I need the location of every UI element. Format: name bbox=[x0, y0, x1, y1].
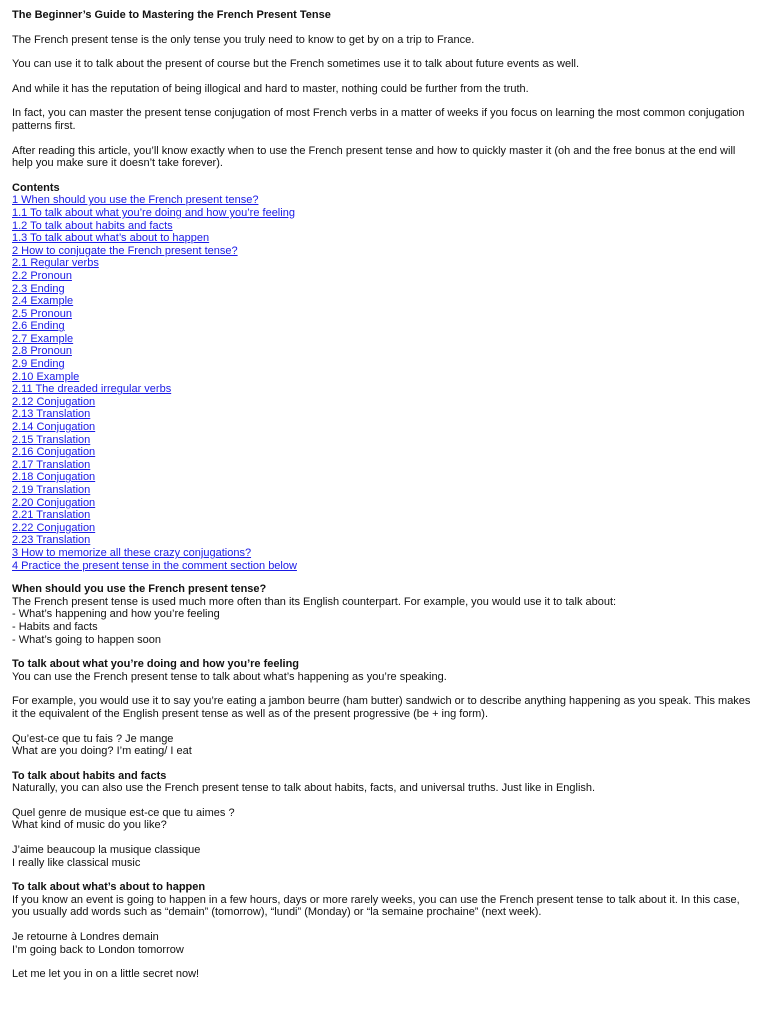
toc-item[interactable] bbox=[12, 547, 756, 560]
toc-link[interactable]: 2.19 Translation bbox=[12, 484, 91, 496]
toc-link[interactable]: 2.8 Pronoun bbox=[12, 345, 72, 358]
section-habits-example-2 bbox=[12, 844, 756, 869]
section-habits-heading: To talk about habits and facts bbox=[12, 769, 167, 782]
toc-item[interactable] bbox=[12, 484, 756, 497]
toc-item[interactable] bbox=[12, 434, 756, 447]
section-when-body bbox=[12, 596, 756, 646]
section-doing-paragraph-1: You can use the French present tense to talk about what’s happening as you’re speaking. bbox=[12, 670, 447, 683]
toc-link[interactable]: 3 How to memorize all these crazy conjugations? bbox=[12, 546, 252, 559]
section-when-line: - What’s going to happen soon bbox=[12, 633, 162, 646]
contents-heading: Contents bbox=[12, 181, 60, 194]
toc-item[interactable] bbox=[12, 358, 756, 371]
section-habits-paragraph-1: Naturally, you can also use the French present tense to talk about habits, facts, and universal truths. Just like in English. bbox=[12, 782, 596, 795]
document-title: The Beginner’s Guide to Mastering the French Present Tense bbox=[12, 9, 331, 21]
toc-item[interactable] bbox=[12, 396, 756, 409]
example-french: J’aime beaucoup la musique classique bbox=[12, 844, 201, 857]
example-english: What kind of music do you like? bbox=[12, 819, 167, 832]
section-when-line: - Habits and facts bbox=[12, 620, 98, 633]
toc-link[interactable]: 1 When should you use the French present tense? bbox=[12, 194, 259, 207]
toc-link[interactable]: 2.5 Pronoun bbox=[12, 307, 72, 320]
toc-link[interactable]: 1.1 To talk about what you’re doing and how you’re feeling bbox=[12, 206, 295, 219]
toc-item[interactable] bbox=[12, 220, 756, 233]
toc-link[interactable]: 1.2 To talk about habits and facts bbox=[12, 219, 173, 232]
section-when-line: - What’s happening and how you’re feeling bbox=[12, 608, 220, 621]
toc-link[interactable]: 2.22 Conjugation bbox=[12, 521, 96, 534]
toc-item[interactable] bbox=[12, 471, 756, 484]
toc-item[interactable] bbox=[12, 383, 756, 396]
toc-item[interactable] bbox=[12, 560, 756, 573]
toc-link[interactable]: 1.3 To talk about what’s about to happen bbox=[12, 232, 210, 245]
toc-link[interactable]: 2.14 Conjugation bbox=[12, 421, 96, 434]
toc-link[interactable]: 2.10 Example bbox=[12, 370, 80, 383]
section-habits-example-1 bbox=[12, 807, 756, 832]
toc-item[interactable] bbox=[12, 270, 756, 283]
example-english: I’m going back to London tomorrow bbox=[12, 943, 184, 956]
section-about-paragraph-1: If you know an event is going to happen in a few hours, days or more rarely weeks, you can use the French present tense to talk about it. In this case, you usually add words such as “demain” (tomorrow), “lundi” (Monday) or “la semaine prochaine” (next week). bbox=[12, 893, 740, 919]
toc-item[interactable] bbox=[12, 371, 756, 384]
example-french: Qu’est-ce que tu fais ? Je mange bbox=[12, 732, 174, 745]
toc-item[interactable] bbox=[12, 446, 756, 459]
section-doing-paragraph-2: For example, you would use it to say you’re eating a jambon beurre (ham butter) sandwich or to describe anything happening as you speak. This makes it the equivalent of the English present tense as well as of the present progressive (be + ing form). bbox=[12, 695, 751, 720]
toc-link[interactable]: 2.9 Ending bbox=[12, 358, 65, 371]
example-english: What are you doing? I’m eating/ I eat bbox=[12, 745, 192, 758]
example-french: Quel genre de musique est-ce que tu aimes ? bbox=[12, 806, 235, 819]
toc-link[interactable]: 2.12 Conjugation bbox=[12, 395, 96, 408]
toc-item[interactable] bbox=[12, 459, 756, 472]
toc-item[interactable] bbox=[12, 308, 756, 321]
toc-item[interactable] bbox=[12, 421, 756, 434]
toc-link[interactable]: 2.2 Pronoun bbox=[12, 269, 72, 282]
toc-link[interactable]: 2.11 The dreaded irregular verbs bbox=[12, 383, 172, 396]
toc-item[interactable] bbox=[12, 534, 756, 547]
toc-item[interactable] bbox=[12, 207, 756, 220]
toc-link[interactable]: 2.21 Translation bbox=[12, 509, 91, 522]
toc-link[interactable]: 2.13 Translation bbox=[12, 408, 91, 421]
toc-item[interactable] bbox=[12, 522, 756, 535]
toc-link[interactable]: 2.4 Example bbox=[12, 295, 74, 308]
example-english: I really like classical music bbox=[12, 856, 141, 869]
toc-link[interactable]: 2.23 Translation bbox=[12, 534, 91, 547]
intro-paragraph-5: After reading this article, you’ll know exactly when to use the French present tense and how to quickly master it (oh and the free bonus at the end will help you make sure it doesn’t take forever). bbox=[12, 144, 736, 170]
toc-item[interactable] bbox=[12, 257, 756, 270]
toc-item[interactable] bbox=[12, 283, 756, 296]
toc-item[interactable] bbox=[12, 232, 756, 245]
intro-paragraph-1: The French present tense is the only tense you truly need to know to get by on a trip to France. bbox=[12, 33, 475, 46]
intro-paragraph-3: And while it has the reputation of being illogical and hard to master, nothing could be further from the truth. bbox=[12, 82, 529, 95]
toc-item[interactable] bbox=[12, 320, 756, 333]
toc-link[interactable]: 2.6 Ending bbox=[12, 320, 65, 333]
intro-paragraph-4: In fact, you can master the present tense conjugation of most French verbs in a matter of weeks if you focus on learning the most common conjugation patterns first. bbox=[12, 107, 745, 132]
toc-link[interactable]: 2.17 Translation bbox=[12, 458, 91, 471]
section-doing-heading: To talk about what you’re doing and how you’re feeling bbox=[12, 658, 300, 671]
toc-link[interactable]: 2.18 Conjugation bbox=[12, 471, 96, 484]
section-when-line: The French present tense is used much more often than its English counterpart. For example, you would use it to talk about: bbox=[12, 595, 617, 608]
toc-item[interactable] bbox=[12, 245, 756, 258]
section-doing-example bbox=[12, 733, 756, 758]
toc-item[interactable] bbox=[12, 345, 756, 358]
toc-link[interactable]: 2.7 Example bbox=[12, 332, 74, 345]
table-of-contents bbox=[12, 194, 756, 572]
toc-link[interactable]: 2.16 Conjugation bbox=[12, 446, 96, 459]
toc-item[interactable] bbox=[12, 333, 756, 346]
toc-item[interactable] bbox=[12, 509, 756, 522]
toc-item[interactable] bbox=[12, 497, 756, 510]
example-french: Je retourne à Londres demain bbox=[12, 931, 159, 944]
closing-line: Let me let you in on a little secret now! bbox=[12, 968, 200, 981]
section-when-heading: When should you use the French present tense? bbox=[12, 583, 267, 596]
toc-link[interactable]: 2.1 Regular verbs bbox=[12, 257, 99, 270]
toc-link[interactable]: 2.15 Translation bbox=[12, 433, 91, 446]
section-about-example bbox=[12, 931, 756, 956]
toc-item[interactable] bbox=[12, 408, 756, 421]
toc-link[interactable]: 2.20 Conjugation bbox=[12, 496, 96, 509]
toc-link[interactable]: 2.3 Ending bbox=[12, 282, 65, 295]
toc-item[interactable] bbox=[12, 295, 756, 308]
toc-link[interactable]: 2 How to conjugate the French present tense? bbox=[12, 244, 238, 257]
section-about-heading: To talk about what’s about to happen bbox=[12, 881, 206, 894]
toc-link[interactable]: 4 Practice the present tense in the comment section below bbox=[12, 559, 297, 572]
toc-item[interactable] bbox=[12, 194, 756, 207]
intro-paragraph-2: You can use it to talk about the present of course but the French sometimes use it to talk about future events as well. bbox=[12, 58, 580, 71]
